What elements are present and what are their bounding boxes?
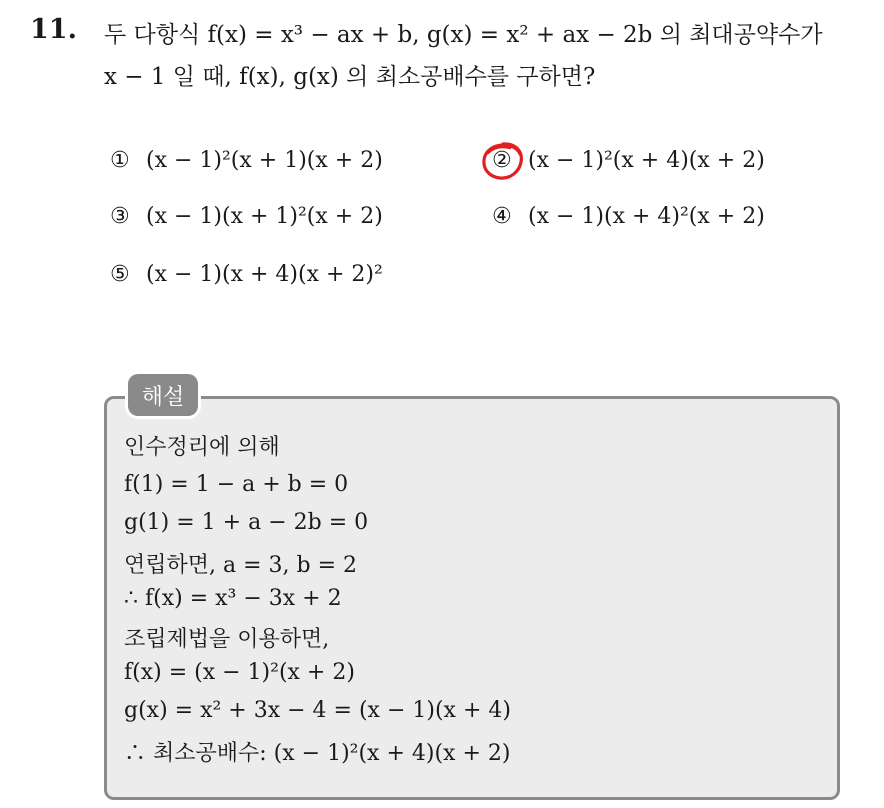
choice-number: ② — [492, 148, 512, 173]
choice-text: (x − 1)²(x + 4)(x + 2) — [528, 148, 765, 173]
choice-3[interactable] — [110, 204, 383, 229]
solution-line: ∴ 최소공배수: (x − 1)²(x + 4)(x + 2) — [124, 741, 511, 766]
question-number: 11. — [30, 14, 77, 45]
solution-tag: 해설 — [128, 374, 198, 416]
choice-5[interactable] — [110, 262, 383, 287]
solution-line: 연립하면, a = 3, b = 2 — [124, 553, 358, 578]
solution-line: f(x) = (x − 1)²(x + 2) — [124, 660, 355, 685]
solution-line: g(x) = x² + 3x − 4 = (x − 1)(x + 4) — [124, 698, 511, 723]
choice-text: (x − 1)²(x + 1)(x + 2) — [146, 148, 383, 173]
choice-2[interactable] — [492, 148, 765, 173]
choice-number: ④ — [492, 204, 512, 229]
choice-number: ⑤ — [110, 262, 130, 287]
choice-number: ③ — [110, 204, 130, 229]
solution-line: g(1) = 1 + a − 2b = 0 — [124, 510, 369, 535]
choice-number: ① — [110, 148, 130, 173]
solution-line: 조립제법을 이용하면, — [124, 627, 330, 652]
choice-1[interactable] — [110, 148, 383, 173]
question-text-line-1: 두 다항식 f(x) = x³ − ax + b, g(x) = x² + ax − 2b 의 최대공약수가 — [104, 22, 823, 48]
solution-line: f(1) = 1 − a + b = 0 — [124, 472, 349, 497]
choice-text: (x − 1)(x + 1)²(x + 2) — [146, 204, 383, 229]
question-text-line-2: x − 1 일 때, f(x), g(x) 의 최소공배수를 구하면? — [104, 64, 596, 90]
solution-line: 인수정리에 의해 — [124, 435, 280, 460]
choice-4[interactable] — [492, 204, 765, 229]
choice-text: (x − 1)(x + 4)(x + 2)² — [146, 262, 383, 287]
solution-line: ∴ f(x) = x³ − 3x + 2 — [124, 586, 342, 611]
choice-text: (x − 1)(x + 4)²(x + 2) — [528, 204, 765, 229]
